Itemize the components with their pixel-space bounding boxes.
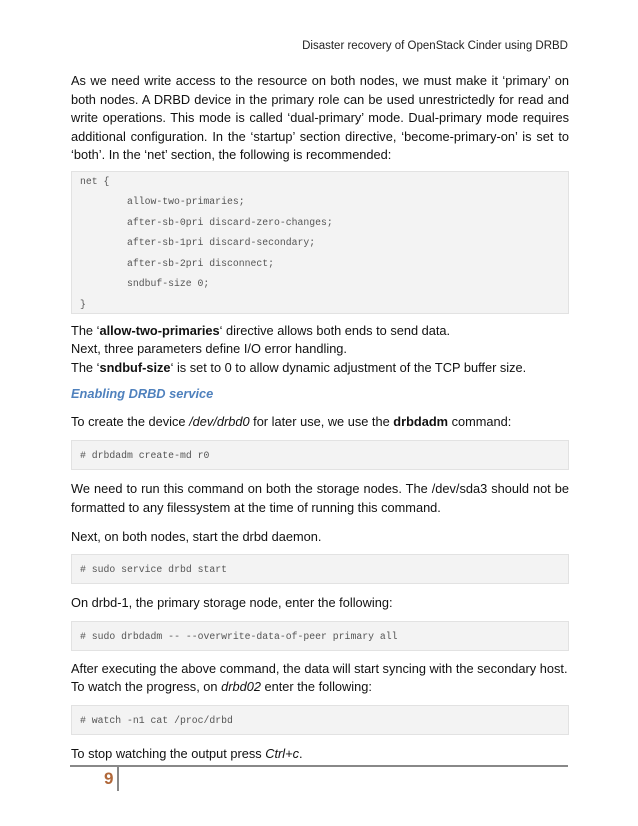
code-line: after-sb-1pri discard-secondary; xyxy=(127,237,316,248)
text: for later use, we use the xyxy=(249,414,394,429)
command-name: drbdadm xyxy=(393,414,449,429)
node-name: drbd02 xyxy=(221,679,261,694)
stop-paragraph xyxy=(71,745,569,764)
code-line: allow-two-primaries; xyxy=(127,196,245,207)
run-paragraph: We need to run this command on both the storage nodes. The /dev/sda3 should not be formatted to any filessystem at the time of running this command. xyxy=(71,480,569,515)
create-md-code-block: # drbdadm create-md r0 xyxy=(71,440,569,470)
explain-line: Next, three parameters define I/O error handling. xyxy=(71,341,347,356)
watch-code-block: # watch -n1 cat /proc/drbd xyxy=(71,705,569,735)
text: To watch the progress, on xyxy=(71,679,222,694)
explain-line xyxy=(71,359,569,378)
create-paragraph xyxy=(71,413,569,432)
page-number-separator xyxy=(117,767,119,791)
code-line: after-sb-0pri discard-zero-changes; xyxy=(127,216,333,228)
code-line: net { xyxy=(80,175,110,187)
service-start-code-block: # sudo service drbd start xyxy=(71,554,569,584)
primary-paragraph: On drbd-1, the primary storage node, enter the following: xyxy=(71,595,393,610)
start-paragraph: Next, on both nodes, start the drbd daemon. xyxy=(71,528,322,544)
device-path: /dev/drbd0 xyxy=(189,414,250,429)
explain-line xyxy=(71,322,569,341)
text: enter the following: xyxy=(260,679,372,694)
code-line: sndbuf-size 0; xyxy=(127,278,210,289)
text: command: xyxy=(448,414,512,429)
key-combo: Ctrl+c xyxy=(265,745,299,761)
page-content xyxy=(71,72,569,763)
directive-name: sndbuf-size xyxy=(99,359,171,375)
page-number: 9 xyxy=(104,769,114,788)
text: ‘ directive allows both ends to send data. xyxy=(219,322,451,338)
text: . xyxy=(298,745,303,761)
text: The ‘ xyxy=(71,322,100,338)
watch-paragraph xyxy=(71,678,569,697)
after-paragraph: After executing the above command, the data will start syncing with the secondary host. xyxy=(71,660,568,676)
footer-rule xyxy=(70,765,568,767)
intro-paragraph: As we need write access to the resource on both nodes, we must make it ‘primary’ on both nodes. A DRBD device in the primary role can be used unrestrictedly for read and write operations. This mode is called ‘dual-primary’ mode. Dual-primary mode requires additional configuration. In the ‘startup’ section directive, ‘become-primary-on’ is set to ‘both’. In the ‘net’ section, the following is recommended: xyxy=(71,73,569,162)
directive-name: allow-two-primaries xyxy=(99,322,220,338)
text: ‘ is set to 0 to allow dynamic adjustment of the TCP buffer size. xyxy=(170,359,527,375)
text: To create the device xyxy=(71,414,190,429)
running-header: Disaster recovery of OpenStack Cinder using DRBD xyxy=(302,40,568,52)
section-heading: Enabling DRBD service xyxy=(71,386,214,401)
code-line: } xyxy=(80,298,86,310)
overwrite-code-block: # sudo drbdadm -- --overwrite-data-of-peer primary all xyxy=(71,621,569,651)
text: The ‘ xyxy=(71,359,100,375)
net-config-code-block xyxy=(71,171,569,314)
code-line: after-sb-2pri disconnect; xyxy=(127,257,274,269)
text: To stop watching the output press xyxy=(71,745,266,761)
